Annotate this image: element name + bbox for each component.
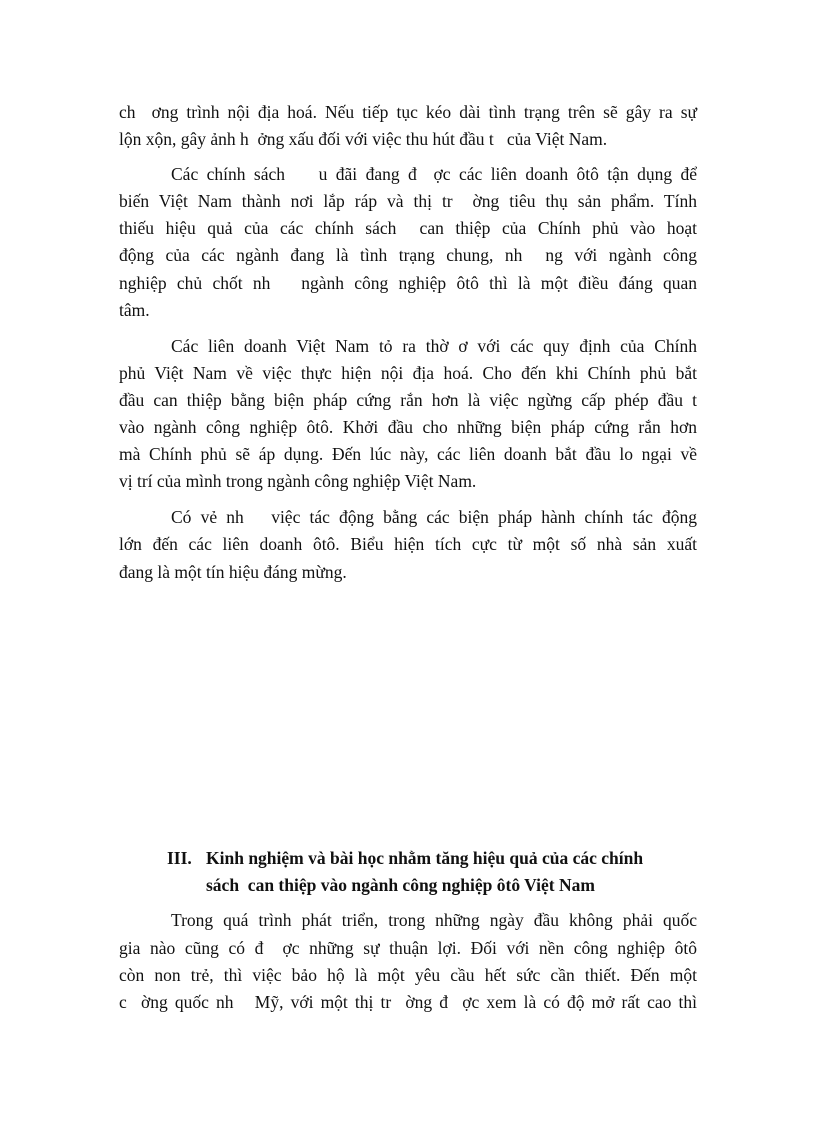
paragraph-2-line-4: động của các ngành đang là tình trạng chung, nh ng với ngành công [119, 245, 697, 265]
section-number: III. [167, 848, 192, 868]
section-heading-line-1: Kinh nghiệm và bài học nhằm tăng hiệu quả của các chính [206, 848, 644, 868]
closing-paragraph-line-1: Trong quá trình phát triển, trong những ngày đầu không phải quốc [171, 910, 697, 930]
paragraph-4-line-2: lớn đến các liên doanh ôtô. Biểu hiện tích cực từ một số nhà sản xuất [119, 534, 697, 554]
paragraph-4-line-3: đang là một tín hiệu đáng mừng. [119, 562, 347, 582]
paragraph-2-line-1: Các chính sách u đãi đang đ ợc các liên doanh ôtô tận dụng để [171, 164, 697, 184]
paragraph-3-line-4: vào ngành công nghiệp ôtô. Khởi đầu cho những biện pháp cứng rắn hơn [119, 417, 697, 437]
paragraph-4-line-1: Có vẻ nh việc tác động bằng các biện pháp hành chính tác động [171, 507, 697, 527]
paragraph-3-line-3: đầu can thiệp bằng biện pháp cứng rắn hơn là việc ngừng cấp phép đầu t [119, 390, 697, 410]
paragraph-2-line-3: thiếu hiệu quả của các chính sách can thiệp của Chính phủ vào hoạt [119, 218, 697, 238]
closing-paragraph-line-2: gia nào cũng có đ ợc những sự thuận lợi. Đối với nền công nghiệp ôtô [119, 938, 697, 958]
closing-paragraph-line-4: c ờng quốc nh Mỹ, với một thị tr ờng đ ợc xem là có độ mở rất cao thì [119, 992, 697, 1012]
paragraph-3-line-1: Các liên doanh Việt Nam tỏ ra thờ ơ với các quy định của Chính [171, 336, 697, 356]
paragraph-2-line-2: biến Việt Nam thành nơi lắp ráp và thị tr ờng tiêu thụ sản phẩm. Tính [119, 191, 697, 211]
paragraph-1-line-1: ch ơng trình nội địa hoá. Nếu tiếp tục kéo dài tình trạng trên sẽ gây ra sự [119, 102, 697, 122]
paragraph-3-line-2: phủ Việt Nam về việc thực hiện nội địa hoá. Cho đến khi Chính phủ bắt [119, 363, 697, 383]
paragraph-2-line-6: tâm. [119, 300, 150, 320]
paragraph-2-line-5: nghiệp chủ chốt nh ngành công nghiệp ôtô thì là một điều đáng quan [119, 273, 697, 293]
paragraph-3-line-5: mà Chính phủ sẽ áp dụng. Đến lúc này, các liên doanh bắt đầu lo ngại về [119, 444, 697, 464]
paragraph-3-line-6: vị trí của mình trong ngành công nghiệp Việt Nam. [119, 471, 477, 491]
paragraph-1-line-2: lộn xộn, gây ảnh h ởng xấu đối với việc thu hút đầu t của Việt Nam. [119, 129, 608, 149]
section-heading-line-2: sách can thiệp vào ngành công nghiệp ôtô Việt Nam [206, 875, 595, 895]
closing-paragraph-line-3: còn non trẻ, thì việc bảo hộ là một yêu cầu hết sức cần thiết. Đến một [119, 965, 697, 985]
